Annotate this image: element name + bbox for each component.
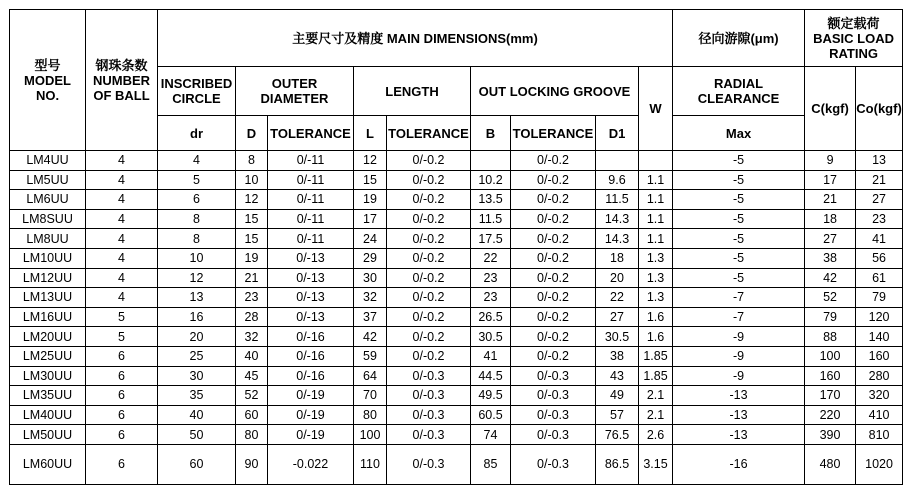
header-inscribed-2: CIRCLE	[172, 91, 221, 106]
cell-co: 320	[856, 386, 903, 406]
table-row	[10, 444, 903, 484]
cell-toll: 0/-0.3	[387, 366, 471, 386]
cell-dr: 5	[158, 170, 236, 190]
cell-radial: -5	[673, 209, 805, 229]
table-row	[10, 170, 903, 190]
cell-dr: 13	[158, 288, 236, 308]
cell-radial: -5	[673, 268, 805, 288]
table-body	[10, 151, 903, 485]
table-row	[10, 425, 903, 445]
cell-c: 220	[805, 405, 856, 425]
cell-balls: 4	[86, 229, 158, 249]
cell-b: 23	[471, 288, 511, 308]
cell-model: LM20UU	[10, 327, 86, 347]
cell-d1: 11.5	[596, 190, 639, 210]
table-row	[10, 151, 903, 171]
cell-d1: 14.3	[596, 229, 639, 249]
cell-toll: 0/-0.2	[387, 327, 471, 347]
cell-balls: 4	[86, 268, 158, 288]
cell-co: 1020	[856, 444, 903, 484]
cell-b: 11.5	[471, 209, 511, 229]
cell-model: LM4UU	[10, 151, 86, 171]
cell-d: 45	[236, 366, 268, 386]
cell-c: 42	[805, 268, 856, 288]
header-basic-load-cn: 额定载荷	[827, 15, 880, 31]
cell-balls: 4	[86, 190, 158, 210]
header-balls-cn: 钢珠条数	[95, 57, 148, 73]
cell-told: 0/-19	[268, 386, 354, 406]
cell-co: 61	[856, 268, 903, 288]
cell-toll: 0/-0.2	[387, 268, 471, 288]
cell-balls: 6	[86, 405, 158, 425]
cell-b: 44.5	[471, 366, 511, 386]
cell-l: 32	[354, 288, 387, 308]
header-co-kgf: Co(kgf)	[856, 67, 903, 151]
cell-w: 1.85	[639, 346, 673, 366]
cell-dr: 4	[158, 151, 236, 171]
cell-w: 1.1	[639, 229, 673, 249]
cell-co: 27	[856, 190, 903, 210]
cell-l: 30	[354, 268, 387, 288]
cell-told: 0/-11	[268, 170, 354, 190]
cell-told: 0/-19	[268, 405, 354, 425]
cell-w: 1.1	[639, 209, 673, 229]
table-row	[10, 288, 903, 308]
cell-model: LM10UU	[10, 248, 86, 268]
table-row	[10, 386, 903, 406]
cell-l: 29	[354, 248, 387, 268]
header-d: D	[236, 116, 268, 151]
table-row	[10, 366, 903, 386]
cell-d1: 9.6	[596, 170, 639, 190]
header-model-en2: NO.	[35, 87, 60, 103]
cell-w	[639, 151, 673, 171]
cell-told: 0/-11	[268, 151, 354, 171]
cell-tolb: 0/-0.3	[511, 386, 596, 406]
cell-co: 120	[856, 307, 903, 327]
cell-d: 90	[236, 444, 268, 484]
cell-toll: 0/-0.2	[387, 288, 471, 308]
cell-co: 140	[856, 327, 903, 347]
cell-c: 160	[805, 366, 856, 386]
cell-model: LM25UU	[10, 346, 86, 366]
cell-c: 88	[805, 327, 856, 347]
cell-balls: 6	[86, 386, 158, 406]
cell-tolb: 0/-0.2	[511, 190, 596, 210]
cell-d: 19	[236, 248, 268, 268]
header-tolerance-l: TOLERANCE	[387, 116, 471, 151]
cell-told: 0/-11	[268, 190, 354, 210]
header-inscribed-circle	[158, 67, 236, 116]
linear-bearing-spec-table	[9, 9, 903, 485]
header-outer-diameter	[236, 67, 354, 116]
cell-told: 0/-13	[268, 268, 354, 288]
cell-l: 100	[354, 425, 387, 445]
table-row	[10, 229, 903, 249]
cell-w: 2.6	[639, 425, 673, 445]
table-row	[10, 190, 903, 210]
cell-tolb: 0/-0.2	[511, 170, 596, 190]
cell-l: 37	[354, 307, 387, 327]
cell-d: 40	[236, 346, 268, 366]
cell-dr: 60	[158, 444, 236, 484]
header-radial-1: RADIAL	[713, 76, 764, 91]
cell-d1: 38	[596, 346, 639, 366]
header-dr: dr	[158, 116, 236, 151]
header-basic-load-rating	[805, 10, 903, 67]
cell-dr: 10	[158, 248, 236, 268]
cell-tolb: 0/-0.2	[511, 307, 596, 327]
cell-radial: -5	[673, 170, 805, 190]
cell-co: 280	[856, 366, 903, 386]
header-out-locking-groove: OUT LOCKING GROOVE	[471, 67, 639, 116]
table-row	[10, 346, 903, 366]
cell-tolb: 0/-0.2	[511, 346, 596, 366]
cell-b: 13.5	[471, 190, 511, 210]
cell-co: 23	[856, 209, 903, 229]
cell-balls: 4	[86, 209, 158, 229]
cell-tolb: 0/-0.3	[511, 366, 596, 386]
table-row	[10, 405, 903, 425]
header-d1: D1	[596, 116, 639, 151]
cell-toll: 0/-0.2	[387, 248, 471, 268]
cell-model: LM35UU	[10, 386, 86, 406]
cell-dr: 40	[158, 405, 236, 425]
cell-balls: 5	[86, 327, 158, 347]
cell-co: 410	[856, 405, 903, 425]
cell-tolb: 0/-0.2	[511, 209, 596, 229]
cell-w: 1.3	[639, 248, 673, 268]
cell-d1: 20	[596, 268, 639, 288]
table-row	[10, 209, 903, 229]
cell-dr: 16	[158, 307, 236, 327]
cell-toll: 0/-0.3	[387, 444, 471, 484]
cell-c: 170	[805, 386, 856, 406]
header-length: LENGTH	[354, 67, 471, 116]
cell-model: LM50UU	[10, 425, 86, 445]
cell-dr: 25	[158, 346, 236, 366]
cell-d: 21	[236, 268, 268, 288]
cell-tolb: 0/-0.2	[511, 268, 596, 288]
cell-c: 17	[805, 170, 856, 190]
cell-d1: 43	[596, 366, 639, 386]
cell-model: LM16UU	[10, 307, 86, 327]
cell-co: 41	[856, 229, 903, 249]
cell-model: LM5UU	[10, 170, 86, 190]
cell-b: 74	[471, 425, 511, 445]
cell-b: 10.2	[471, 170, 511, 190]
cell-model: LM6UU	[10, 190, 86, 210]
cell-toll: 0/-0.3	[387, 405, 471, 425]
cell-radial: -9	[673, 346, 805, 366]
table-row	[10, 327, 903, 347]
cell-b: 30.5	[471, 327, 511, 347]
cell-w: 1.6	[639, 307, 673, 327]
header-model	[10, 10, 86, 151]
cell-d: 8	[236, 151, 268, 171]
cell-l: 15	[354, 170, 387, 190]
cell-d1: 22	[596, 288, 639, 308]
cell-balls: 4	[86, 248, 158, 268]
table-row	[10, 307, 903, 327]
cell-dr: 30	[158, 366, 236, 386]
cell-radial: -16	[673, 444, 805, 484]
header-c-kgf: C(kgf)	[805, 67, 856, 151]
cell-told: 0/-13	[268, 248, 354, 268]
table-row	[10, 248, 903, 268]
cell-dr: 8	[158, 209, 236, 229]
cell-told: 0/-19	[268, 425, 354, 445]
header-max: Max	[673, 116, 805, 151]
cell-w: 3.15	[639, 444, 673, 484]
header-balls-en1: NUMBER	[92, 72, 151, 88]
cell-toll: 0/-0.2	[387, 229, 471, 249]
cell-d1: 30.5	[596, 327, 639, 347]
cell-c: 27	[805, 229, 856, 249]
cell-l: 19	[354, 190, 387, 210]
cell-balls: 6	[86, 366, 158, 386]
cell-told: 0/-13	[268, 307, 354, 327]
header-tolerance-d: TOLERANCE	[268, 116, 354, 151]
cell-d: 12	[236, 190, 268, 210]
header-inscribed-1: INSCRIBED	[160, 76, 233, 91]
cell-b: 41	[471, 346, 511, 366]
header-main-dimensions: 主要尺寸及精度 MAIN DIMENSIONS(mm)	[158, 10, 673, 67]
cell-toll: 0/-0.2	[387, 346, 471, 366]
cell-co: 810	[856, 425, 903, 445]
header-w: W	[639, 67, 673, 151]
cell-model: LM40UU	[10, 405, 86, 425]
cell-tolb: 0/-0.3	[511, 405, 596, 425]
cell-toll: 0/-0.3	[387, 425, 471, 445]
cell-told: 0/-11	[268, 209, 354, 229]
cell-tolb: 0/-0.3	[511, 444, 596, 484]
cell-l: 110	[354, 444, 387, 484]
header-outer-2: DIAMETER	[260, 91, 329, 106]
cell-l: 17	[354, 209, 387, 229]
cell-d: 32	[236, 327, 268, 347]
cell-b: 22	[471, 248, 511, 268]
cell-l: 59	[354, 346, 387, 366]
cell-w: 2.1	[639, 405, 673, 425]
cell-c: 38	[805, 248, 856, 268]
cell-radial: -5	[673, 248, 805, 268]
cell-radial: -5	[673, 190, 805, 210]
cell-tolb: 0/-0.2	[511, 288, 596, 308]
header-radial-2: CLEARANCE	[697, 91, 780, 106]
cell-b: 26.5	[471, 307, 511, 327]
cell-toll: 0/-0.3	[387, 386, 471, 406]
cell-told: 0/-13	[268, 288, 354, 308]
cell-c: 52	[805, 288, 856, 308]
cell-told: -0.022	[268, 444, 354, 484]
cell-d: 15	[236, 209, 268, 229]
cell-dr: 6	[158, 190, 236, 210]
header-basic-load-en1: BASIC LOAD	[813, 30, 894, 46]
cell-d1: 57	[596, 405, 639, 425]
cell-dr: 20	[158, 327, 236, 347]
cell-d1: 86.5	[596, 444, 639, 484]
cell-dr: 35	[158, 386, 236, 406]
cell-d: 28	[236, 307, 268, 327]
cell-w: 1.6	[639, 327, 673, 347]
cell-balls: 6	[86, 346, 158, 366]
cell-model: LM30UU	[10, 366, 86, 386]
cell-c: 9	[805, 151, 856, 171]
cell-d1	[596, 151, 639, 171]
cell-w: 1.85	[639, 366, 673, 386]
cell-radial: -9	[673, 327, 805, 347]
cell-radial: -13	[673, 405, 805, 425]
cell-co: 13	[856, 151, 903, 171]
header-model-cn: 型号	[34, 57, 61, 73]
cell-d: 80	[236, 425, 268, 445]
cell-l: 64	[354, 366, 387, 386]
cell-dr: 12	[158, 268, 236, 288]
cell-tolb: 0/-0.2	[511, 248, 596, 268]
cell-told: 0/-16	[268, 346, 354, 366]
cell-balls: 6	[86, 444, 158, 484]
cell-balls: 4	[86, 151, 158, 171]
cell-l: 24	[354, 229, 387, 249]
header-number-of-ball	[86, 10, 158, 151]
cell-l: 12	[354, 151, 387, 171]
cell-c: 480	[805, 444, 856, 484]
cell-l: 42	[354, 327, 387, 347]
cell-dr: 50	[158, 425, 236, 445]
cell-radial: -7	[673, 307, 805, 327]
header-tolerance-b: TOLERANCE	[511, 116, 596, 151]
cell-model: LM8SUU	[10, 209, 86, 229]
cell-model: LM12UU	[10, 268, 86, 288]
cell-tolb: 0/-0.3	[511, 425, 596, 445]
cell-tolb: 0/-0.2	[511, 151, 596, 171]
cell-balls: 5	[86, 307, 158, 327]
cell-d: 52	[236, 386, 268, 406]
cell-toll: 0/-0.2	[387, 151, 471, 171]
cell-d: 23	[236, 288, 268, 308]
cell-d1: 49	[596, 386, 639, 406]
cell-toll: 0/-0.2	[387, 307, 471, 327]
cell-told: 0/-11	[268, 229, 354, 249]
cell-co: 56	[856, 248, 903, 268]
cell-w: 1.1	[639, 170, 673, 190]
cell-balls: 4	[86, 288, 158, 308]
cell-told: 0/-16	[268, 366, 354, 386]
cell-l: 70	[354, 386, 387, 406]
cell-d1: 18	[596, 248, 639, 268]
cell-d: 10	[236, 170, 268, 190]
cell-radial: -7	[673, 288, 805, 308]
cell-c: 21	[805, 190, 856, 210]
cell-radial: -5	[673, 229, 805, 249]
header-radial-cn: 径向游隙(μm)	[673, 10, 805, 67]
cell-co: 21	[856, 170, 903, 190]
cell-w: 1.1	[639, 190, 673, 210]
cell-c: 79	[805, 307, 856, 327]
cell-b	[471, 151, 511, 171]
header-outer-1: OUTER	[271, 76, 318, 91]
cell-model: LM8UU	[10, 229, 86, 249]
cell-tolb: 0/-0.2	[511, 327, 596, 347]
cell-radial: -13	[673, 386, 805, 406]
cell-l: 80	[354, 405, 387, 425]
cell-dr: 8	[158, 229, 236, 249]
header-b: B	[471, 116, 511, 151]
cell-balls: 4	[86, 170, 158, 190]
cell-toll: 0/-0.2	[387, 190, 471, 210]
cell-co: 79	[856, 288, 903, 308]
cell-c: 390	[805, 425, 856, 445]
cell-d1: 76.5	[596, 425, 639, 445]
cell-b: 17.5	[471, 229, 511, 249]
cell-c: 100	[805, 346, 856, 366]
cell-b: 60.5	[471, 405, 511, 425]
cell-toll: 0/-0.2	[387, 209, 471, 229]
cell-b: 23	[471, 268, 511, 288]
header-basic-load-en2: RATING	[829, 45, 878, 61]
cell-toll: 0/-0.2	[387, 170, 471, 190]
cell-w: 1.3	[639, 288, 673, 308]
header-model-en1: MODEL	[24, 72, 71, 88]
cell-tolb: 0/-0.2	[511, 229, 596, 249]
cell-w: 1.3	[639, 268, 673, 288]
cell-w: 2.1	[639, 386, 673, 406]
cell-b: 49.5	[471, 386, 511, 406]
cell-d: 15	[236, 229, 268, 249]
cell-model: LM13UU	[10, 288, 86, 308]
cell-radial: -9	[673, 366, 805, 386]
cell-model: LM60UU	[10, 444, 86, 484]
cell-co: 160	[856, 346, 903, 366]
header-l: L	[354, 116, 387, 151]
header-balls-en2: OF BALL	[93, 87, 150, 103]
cell-d: 60	[236, 405, 268, 425]
header-radial-clearance	[673, 67, 805, 116]
cell-d1: 14.3	[596, 209, 639, 229]
cell-radial: -13	[673, 425, 805, 445]
cell-c: 18	[805, 209, 856, 229]
cell-b: 85	[471, 444, 511, 484]
table-row	[10, 268, 903, 288]
cell-radial: -5	[673, 151, 805, 171]
cell-told: 0/-16	[268, 327, 354, 347]
cell-balls: 6	[86, 425, 158, 445]
cell-d1: 27	[596, 307, 639, 327]
